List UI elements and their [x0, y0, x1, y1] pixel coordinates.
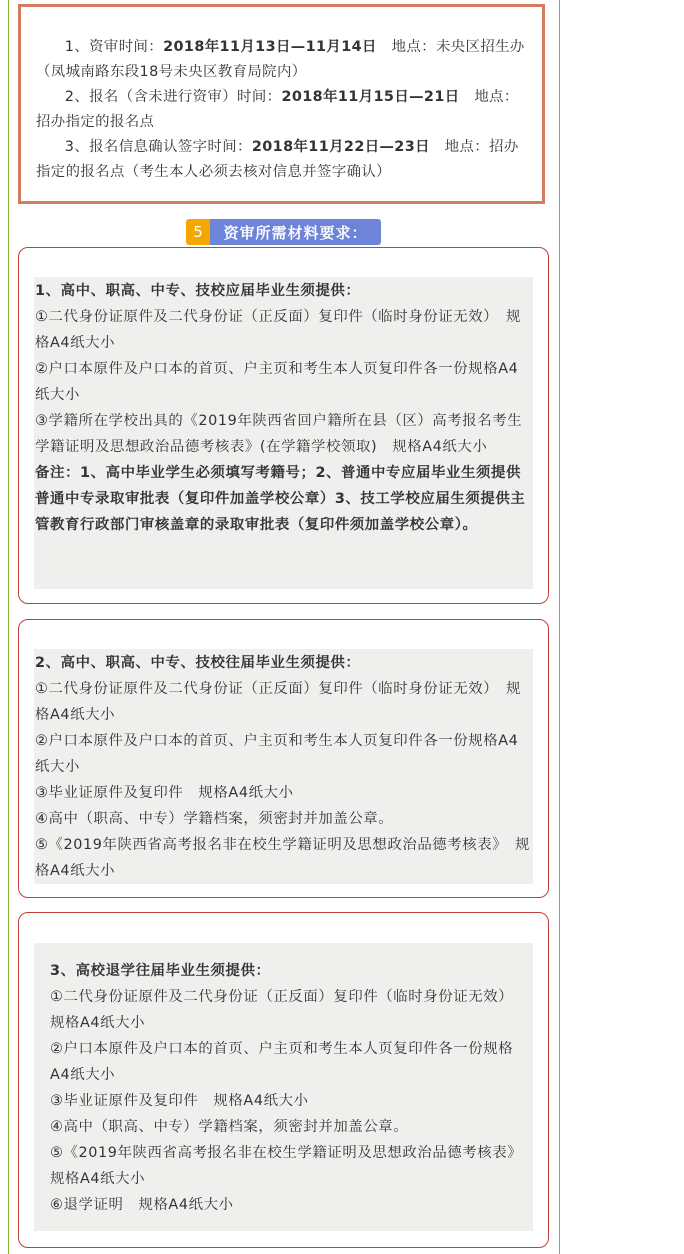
card-2-item-2: ②户口本原件及户口本的首页、户主页和考生本人页复印件各一份规格A4纸大小 [35, 733, 519, 775]
card-1-item-3: ③学籍所在学校出具的《2019年陕西省回户籍所在县（区）高考报名考生学籍证明及思想政治品德考核表》(在学籍学校领取) 规格A4纸大小 [35, 413, 523, 455]
schedule-item-3-date: 2018年11月22日—23日 [251, 139, 430, 155]
card-3-title: 3、高校退学往届毕业生须提供： [50, 963, 271, 979]
card-1-item-1: ①二代身份证原件及二代身份证（正反面）复印件（临时身份证无效） 规格A4纸大小 [35, 309, 522, 351]
card-3-item-2: ②户口本原件及户口本的首页、户主页和考生本人页复印件各一份规格A4纸大小 [50, 1041, 514, 1083]
card-3-item-5: ⑤《2019年陕西省高考报名非在校生学籍证明及思想政治品德考核表》规格A4纸大小 [50, 1145, 523, 1187]
card-2-item-4: ④高中（职高、中专）学籍档案，须密封并加盖公章。 [35, 811, 394, 827]
section-title: 资审所需材料要求： [210, 219, 381, 245]
card-3-text [50, 958, 525, 1218]
card-2-title: 2、高中、职高、中专、技校往届毕业生须提供： [35, 655, 361, 671]
card-1-title: 1、高中、职高、中专、技校应届毕业生须提供： [35, 283, 361, 299]
schedule-item-2-suffix: 地点：招办指定的报名点 [36, 89, 519, 130]
card-3-item-1: ①二代身份证原件及二代身份证（正反面）复印件（临时身份证无效）规格A4纸大小 [50, 989, 514, 1031]
card-fresh-graduates [18, 247, 549, 604]
card-2-text [35, 650, 533, 884]
schedule-box [18, 4, 545, 204]
card-1-text [35, 278, 533, 538]
schedule-item-1 [36, 35, 528, 85]
card-2-item-5: ⑤《2019年陕西省高考报名非在校生学籍证明及思想政治品德考核表》 规格A4纸大小 [35, 837, 531, 879]
schedule-item-2-prefix: 2、报名（含未进行资审）时间： [64, 89, 282, 105]
card-2-item-3: ③毕业证原件及复印件 规格A4纸大小 [35, 785, 294, 801]
schedule-item-3-suffix: 地点：招办指定的报名点（考生本人必须去核对信息并签字确认） [36, 139, 519, 180]
section-number-badge: 5 [186, 219, 210, 245]
card-dropout-graduates [18, 912, 549, 1248]
schedule-text [36, 35, 528, 185]
card-3-item-4: ④高中（职高、中专）学籍档案，须密封并加盖公章。 [50, 1119, 409, 1135]
schedule-item-3 [36, 135, 528, 185]
card-past-graduates [18, 619, 549, 898]
right-border-line [559, 0, 560, 1254]
schedule-item-1-date: 2018年11月13日—11月14日 [163, 39, 377, 55]
schedule-item-2 [36, 85, 528, 135]
card-2-item-1: ①二代身份证原件及二代身份证（正反面）复印件（临时身份证无效） 规格A4纸大小 [35, 681, 522, 723]
schedule-item-1-suffix: 地点：未央区招生办（凤城南路东段18号未央区教育局院内） [36, 39, 525, 80]
schedule-item-2-date: 2018年11月15日—21日 [281, 89, 460, 105]
section-heading [186, 219, 381, 245]
card-1-item-2: ②户口本原件及户口本的首页、户主页和考生本人页复印件各一份规格A4纸大小 [35, 361, 519, 403]
schedule-item-1-prefix: 1、资审时间： [64, 39, 164, 55]
schedule-item-3-prefix: 3、报名信息确认签字时间： [64, 139, 252, 155]
card-3-item-6: ⑥退学证明 规格A4纸大小 [50, 1197, 234, 1213]
card-3-item-3: ③毕业证原件及复印件 规格A4纸大小 [50, 1093, 309, 1109]
card-1-note: 备注：1、高中毕业学生必须填写考籍号；2、普通中专应届毕业生须提供普通中专录取审批表（复印件加盖学校公章）3、技工学校应届生须提供主管教育行政部门审核盖章的录取审批表（复印件须加盖学校公章）。 [35, 465, 526, 533]
left-border-line [8, 0, 9, 1254]
